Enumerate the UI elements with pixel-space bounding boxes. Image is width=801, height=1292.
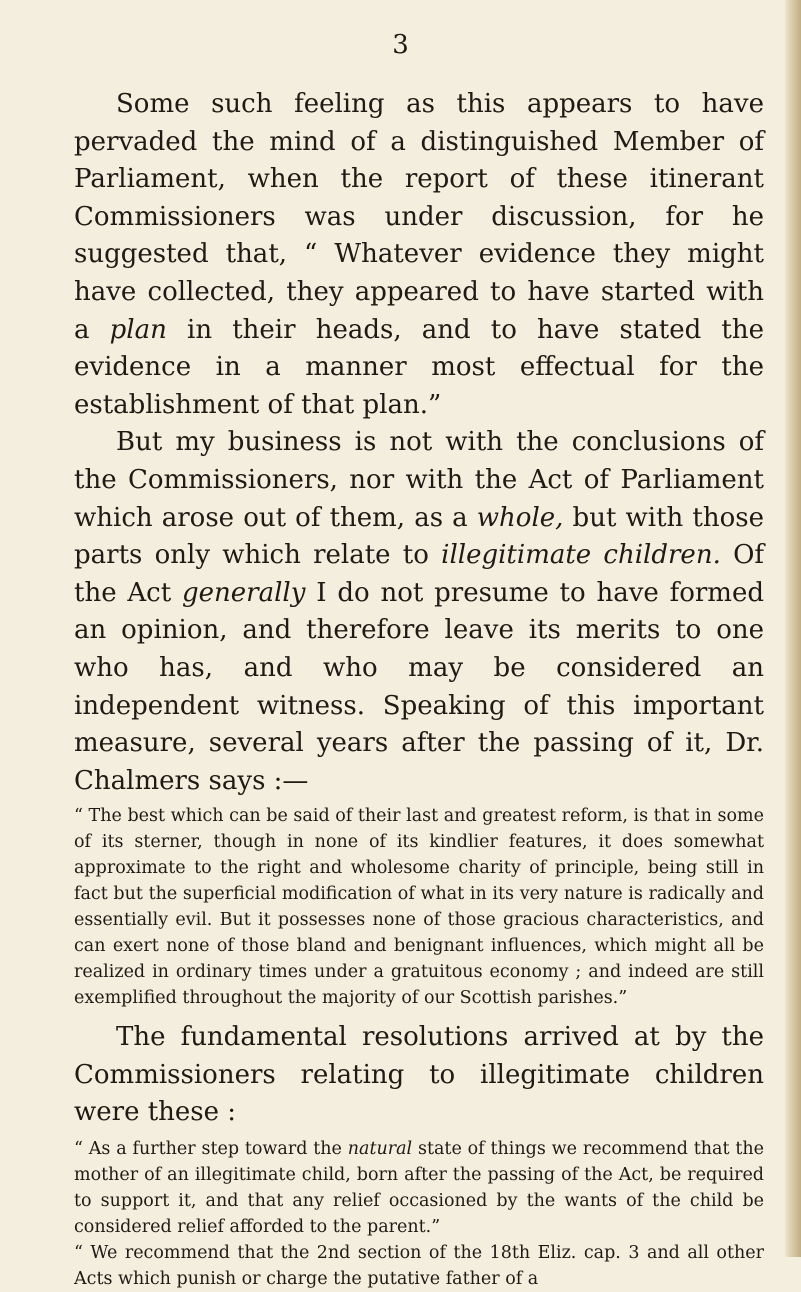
resolution-quote-1-italic-natural: natural <box>347 1139 413 1160</box>
resolution-quote-1-text-c: state of things we recommend that the mother of an illegitimate child, born after the passing of the Act, be required to support it, and that any relief occasioned by the wants of the child be considered relief afforded to the parent.” <box>74 1139 764 1238</box>
chalmers-quote: “ The best which can be said of their last and greatest reform, is that in some of its sterner, though in none of its kindlier features, it does somewhat approximate to the right and wholesome charity of principle, being still in fact but the superficial modification of what in its very nature is radically and essentially evil. But it possesses none of those gracious characteristics, and can exert none of those bland and benignant influences, which might all be realized in ordinary times under a gratuitous economy ; and indeed are still exemplified throughout the majority of our Scottish parishes.” <box>74 806 764 1009</box>
paragraph-2-italic-generally: generally <box>182 577 306 608</box>
paragraph-2-text-g: I do not presume to have formed an opinion, and therefore leave its merits to one who has, and who may be considered an independent witness. Speaking of this important measure, several years after the passing of it, Dr. Chalmers says :— <box>74 577 764 796</box>
paragraph-1-text-a: Some such feeling as this appears to have pervaded the mind of a distinguished Member of Parliament, when the report of these itinerant Commissioners was under discussion, for he suggested that, “ Whatever evidence they might have collected, they appeared to have started with a <box>74 89 764 345</box>
resolution-quote-2: “ We recommend that the 2nd section of the 18th Eliz. cap. 3 and all other Acts which punish or charge the putative father of a <box>74 1243 764 1290</box>
resolution-quote-1-text-a: “ As a further step toward the <box>74 1139 348 1160</box>
paragraph-1-text-c: in their heads, and to have stated the evidence in a manner most effectual for the establishment of that plan.” <box>74 314 764 420</box>
page-number: 3 <box>392 30 409 60</box>
paragraph-3: The fundamental resolutions arrived at by the Commissioners relating to illegitimate children were these : <box>74 1022 764 1128</box>
paragraph-1 <box>74 86 764 424</box>
paragraph-2-italic-illegitimate-children: illegitimate children. <box>441 540 721 571</box>
paragraph-2 <box>74 424 764 800</box>
page-body <box>74 86 764 1292</box>
resolution-quote-1 <box>74 1136 764 1240</box>
paragraph-2-text-a: But my business is not with the conclusions of the Commissioners, nor with the Act of Parliament which arose out of them, as a <box>74 427 764 533</box>
page-edge-shadow <box>785 0 801 1257</box>
paragraph-1-italic-plan: plan <box>109 314 167 345</box>
paragraph-2-text-e: Of the Act <box>74 540 765 608</box>
paragraph-2-text-c: but with those parts only which relate to <box>74 502 764 571</box>
paragraph-2-italic-whole: whole, <box>476 502 564 533</box>
